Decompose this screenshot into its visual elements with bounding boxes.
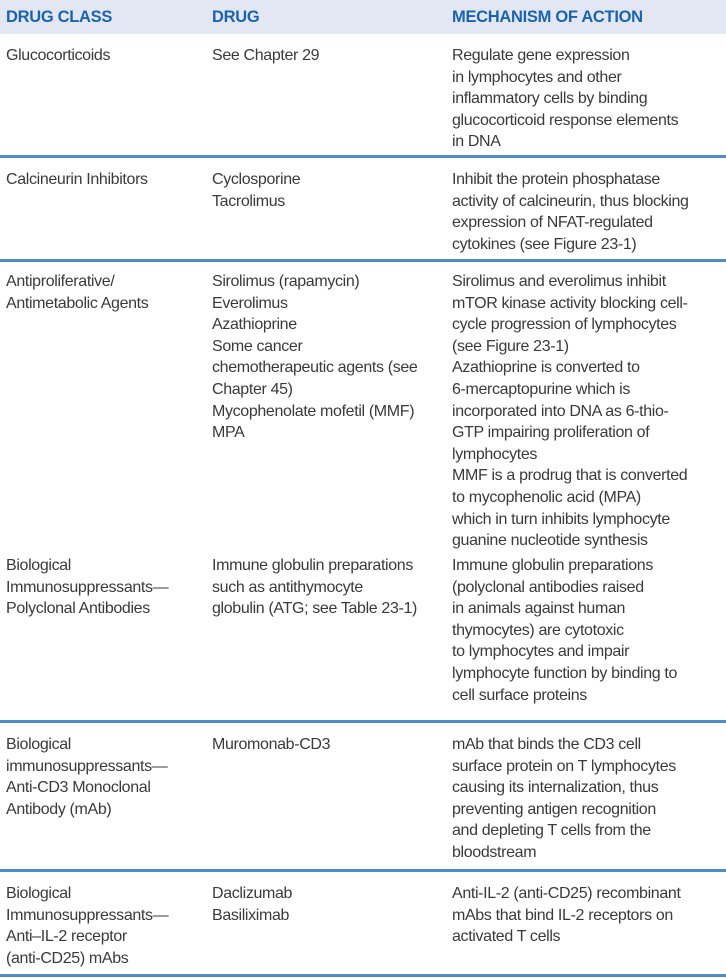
cell-text-line: MMF is a prodrug that is converted [452, 467, 688, 485]
table-row [0, 34, 726, 158]
cell-text-line: surface protein on T lymphocytes [452, 757, 676, 775]
cell-text-line: mAbs that bind IL-2 receptors on [452, 906, 673, 924]
header-drug-class: DRUG CLASS [6, 8, 113, 26]
cell-text-line: lymphocyte function by binding to [452, 664, 678, 682]
cell-text-line: mTOR kinase activity blocking cell- [452, 294, 688, 312]
cell-text-line: Daclizumab [212, 885, 293, 902]
header-drug: DRUG [212, 8, 260, 26]
cell-text-line: Inhibit the protein phosphatase [452, 171, 660, 188]
cell-text-line: Regulate gene expression [452, 47, 630, 64]
table-row [0, 555, 726, 723]
cell-text-line: Everolimus [212, 294, 288, 312]
cell-text-line: globulin (ATG; see Table 23-1) [212, 600, 418, 618]
cell-text-line: Biological [6, 736, 71, 753]
cell-text-line: inflammatory cells by binding [452, 90, 648, 108]
cell-text-line: Basiliximab [212, 906, 290, 924]
cell-text-line: such as antithymocyte [212, 578, 363, 596]
cell-text-line: Anti-CD3 Monoclonal [6, 779, 151, 797]
cell-text-line: Immunosuppressants— [6, 578, 169, 596]
cell-text-line: to lymphocytes and impair [452, 643, 630, 661]
cell-mechanism [452, 872, 726, 948]
cell-text-line: cytokines (see Figure 23-1) [452, 235, 637, 253]
cell-text-line: Immune globulin preparations [452, 557, 653, 574]
cell-text-line: which in turn inhibits lymphocyte [452, 510, 670, 528]
cell-text-line: Sirolimus (rapamycin) [212, 273, 360, 290]
cell-text-line: Immunosuppressants— [6, 906, 169, 924]
cell-text-line: Antiproliferative/ [6, 273, 115, 290]
cell-text-line: in DNA [452, 133, 501, 151]
cell-drug-class [0, 723, 212, 820]
cell-mechanism [452, 158, 726, 255]
cell-text-line: Sirolimus and everolimus inhibit [452, 273, 666, 290]
cell-drug-class [0, 34, 212, 67]
cell-text-line: Immune globulin preparations [212, 557, 413, 574]
cell-text-line: activated T cells [452, 928, 561, 946]
cell-text-line: causing its internalization, thus [452, 779, 659, 797]
table-row [0, 723, 726, 872]
cell-text-line: guanine nucleotide synthesis [452, 532, 648, 550]
cell-drug-class [0, 872, 212, 969]
cell-text-line: Mycophenolate mofetil (MMF) [212, 402, 415, 420]
cell-text-line: Biological [6, 885, 71, 902]
cell-drug [212, 723, 452, 756]
cell-mechanism [452, 262, 726, 552]
cell-text-line: Chapter 45) [212, 380, 293, 398]
cell-text-line: Azathioprine is converted to [452, 359, 640, 377]
cell-text-line: Some cancer [212, 337, 303, 355]
cell-drug-class [0, 158, 212, 191]
header-mechanism: MECHANISM OF ACTION [452, 8, 643, 26]
cell-text-line: Antibody (mAb) [6, 800, 112, 818]
cell-text-line: Muromonab-CD3 [212, 736, 331, 753]
cell-text-line: glucocorticoid response elements [452, 111, 679, 129]
cell-drug [212, 158, 452, 212]
cell-text-line: Glucocorticoids [6, 47, 111, 64]
cell-drug [212, 555, 452, 620]
cell-text-line: in lymphocytes and other [452, 68, 622, 86]
cell-text-line: incorporated into DNA as 6-thio- [452, 402, 669, 420]
cell-text-line: GTP impairing proliferation of [452, 424, 650, 442]
table-row [0, 872, 726, 977]
cell-text-line: cycle progression of lymphocytes [452, 316, 677, 334]
cell-text-line: See Chapter 29 [212, 47, 320, 64]
cell-text-line: expression of NFAT-regulated [452, 214, 653, 232]
cell-text-line: 6-mercaptopurine which is [452, 380, 631, 398]
cell-drug-class [0, 262, 212, 314]
cell-drug-class [0, 555, 212, 620]
cell-text-line: Biological [6, 557, 71, 574]
cell-text-line: and depleting T cells from the [452, 822, 651, 840]
cell-text-line: activity of calcineurin, thus blocking [452, 192, 689, 210]
cell-text-line: Anti-IL-2 (anti-CD25) recombinant [452, 885, 681, 902]
cell-text-line: preventing antigen recognition [452, 800, 656, 818]
cell-text-line: chemotherapeutic agents (see [212, 359, 418, 377]
cell-text-line: lymphocytes [452, 445, 538, 463]
table-row [0, 158, 726, 262]
cell-text-line: to mycophenolic acid (MPA) [452, 488, 641, 506]
table-header [0, 0, 726, 34]
cell-text-line: Calcineurin Inhibitors [6, 171, 148, 188]
cell-text-line: Cyclosporine [212, 171, 301, 188]
cell-text-line: Antimetabolic Agents [6, 294, 149, 312]
cell-text-line: Polyclonal Antibodies [6, 600, 150, 618]
cell-drug [212, 34, 452, 67]
cell-text-line: (see Figure 23-1) [452, 337, 569, 355]
cell-text-line: thymocytes) are cytotoxic [452, 621, 624, 639]
cell-text-line: cell surface proteins [452, 686, 587, 704]
cell-text-line: MPA [212, 424, 245, 442]
cell-mechanism [452, 555, 726, 706]
cell-text-line: bloodstream [452, 843, 537, 861]
cell-mechanism [452, 34, 726, 153]
cell-text-line: mAb that binds the CD3 cell [452, 736, 641, 753]
cell-mechanism [452, 723, 726, 864]
cell-drug [212, 262, 452, 444]
cell-text-line: immunosuppressants— [6, 757, 168, 775]
table-row [0, 262, 726, 555]
cell-drug [212, 872, 452, 926]
cell-text-line: Anti–IL-2 receptor [6, 928, 127, 946]
cell-text-line: in animals against human [452, 600, 626, 618]
cell-text-line: Azathioprine [212, 316, 297, 334]
cell-text-line: (anti-CD25) mAbs [6, 949, 129, 967]
cell-text-line: Tacrolimus [212, 192, 285, 210]
cell-text-line: (polyclonal antibodies raised [452, 578, 644, 596]
